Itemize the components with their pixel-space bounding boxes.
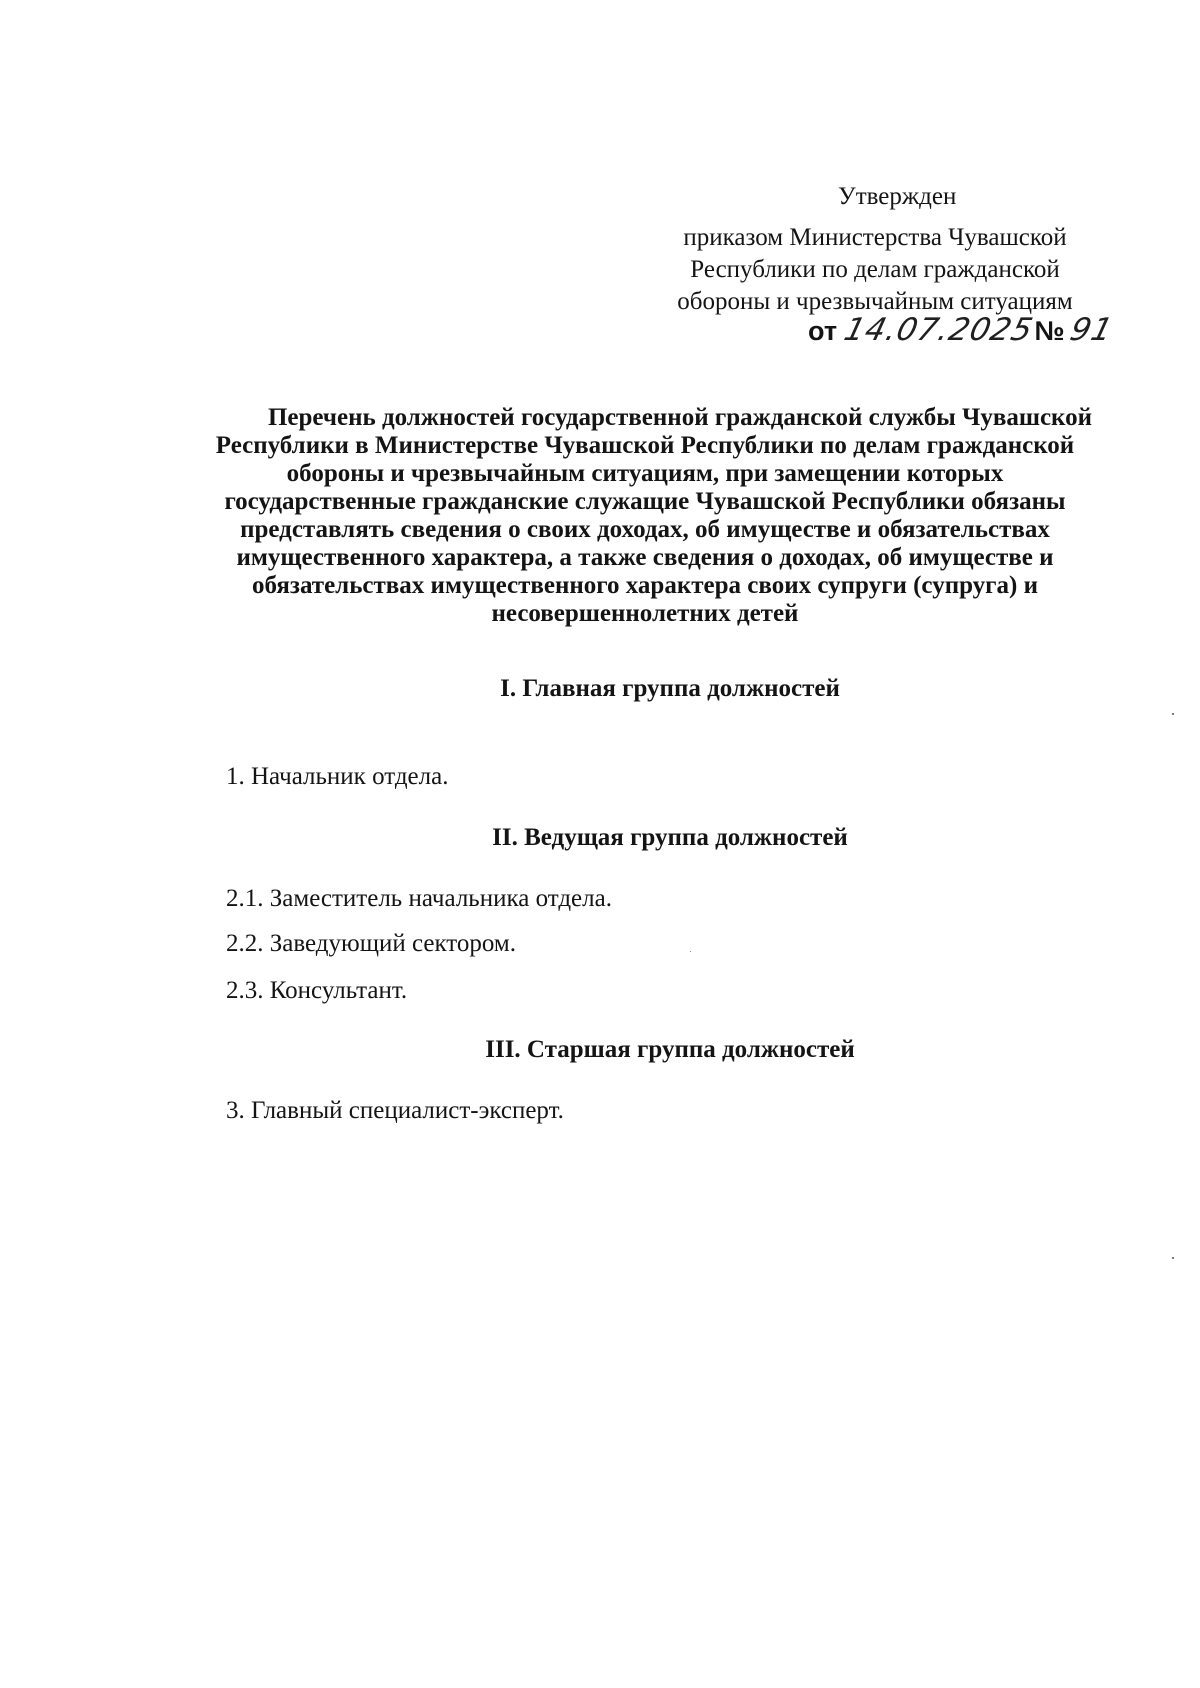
date-prefix: от bbox=[808, 316, 838, 346]
title-line: представлять сведения о своих доходах, об имуществе и обязательствах bbox=[240, 516, 1050, 543]
title-line: государственные гражданские служащие Чувашской Республики обязаны bbox=[224, 488, 1066, 515]
scan-speck bbox=[1172, 713, 1174, 715]
scan-speck bbox=[690, 951, 691, 952]
section-heading-leading-group: II. Ведущая группа должностей bbox=[492, 824, 848, 851]
handwritten-date: 14.07.2025 bbox=[840, 312, 1038, 348]
position-item: 2.2. Заведующий сектором. bbox=[226, 930, 516, 957]
section-heading-main-group: I. Главная группа должностей bbox=[500, 675, 840, 702]
title-line: обороны и чрезвычайным ситуациям, при замещении которых bbox=[286, 460, 1004, 487]
order-date-number-line bbox=[808, 312, 1117, 348]
document-title bbox=[180, 404, 1110, 628]
position-item: 3. Главный специалист-эксперт. bbox=[226, 1097, 564, 1124]
approved-label: Утвержден bbox=[838, 183, 957, 210]
title-line: обязательствах имущественного характера своих супруги (супруга) и bbox=[252, 572, 1038, 599]
title-line: имущественного характера, а также сведения о доходах, об имуществе и bbox=[236, 544, 1054, 571]
title-line: несовершеннолетних детей bbox=[491, 600, 799, 627]
approval-order-text: приказом Министерства Чувашской Республики по делам гражданской обороны и чрезвычайным ситуациям bbox=[677, 224, 1073, 315]
title-line: Республики в Министерстве Чувашской Республики по делам гражданской bbox=[215, 432, 1075, 459]
title-line: Перечень должностей государственной гражданской службы Чувашской bbox=[267, 404, 1093, 431]
number-sign: № bbox=[1034, 316, 1065, 346]
position-item: 1. Начальник отдела. bbox=[226, 763, 449, 790]
position-item: 2.3. Консультант. bbox=[226, 977, 408, 1004]
scan-speck bbox=[1172, 1257, 1174, 1259]
handwritten-number: 91 bbox=[1066, 312, 1117, 348]
position-item: 2.1. Заместитель начальника отдела. bbox=[226, 885, 612, 912]
section-heading-senior-group: III. Старшая группа должностей bbox=[485, 1036, 855, 1063]
